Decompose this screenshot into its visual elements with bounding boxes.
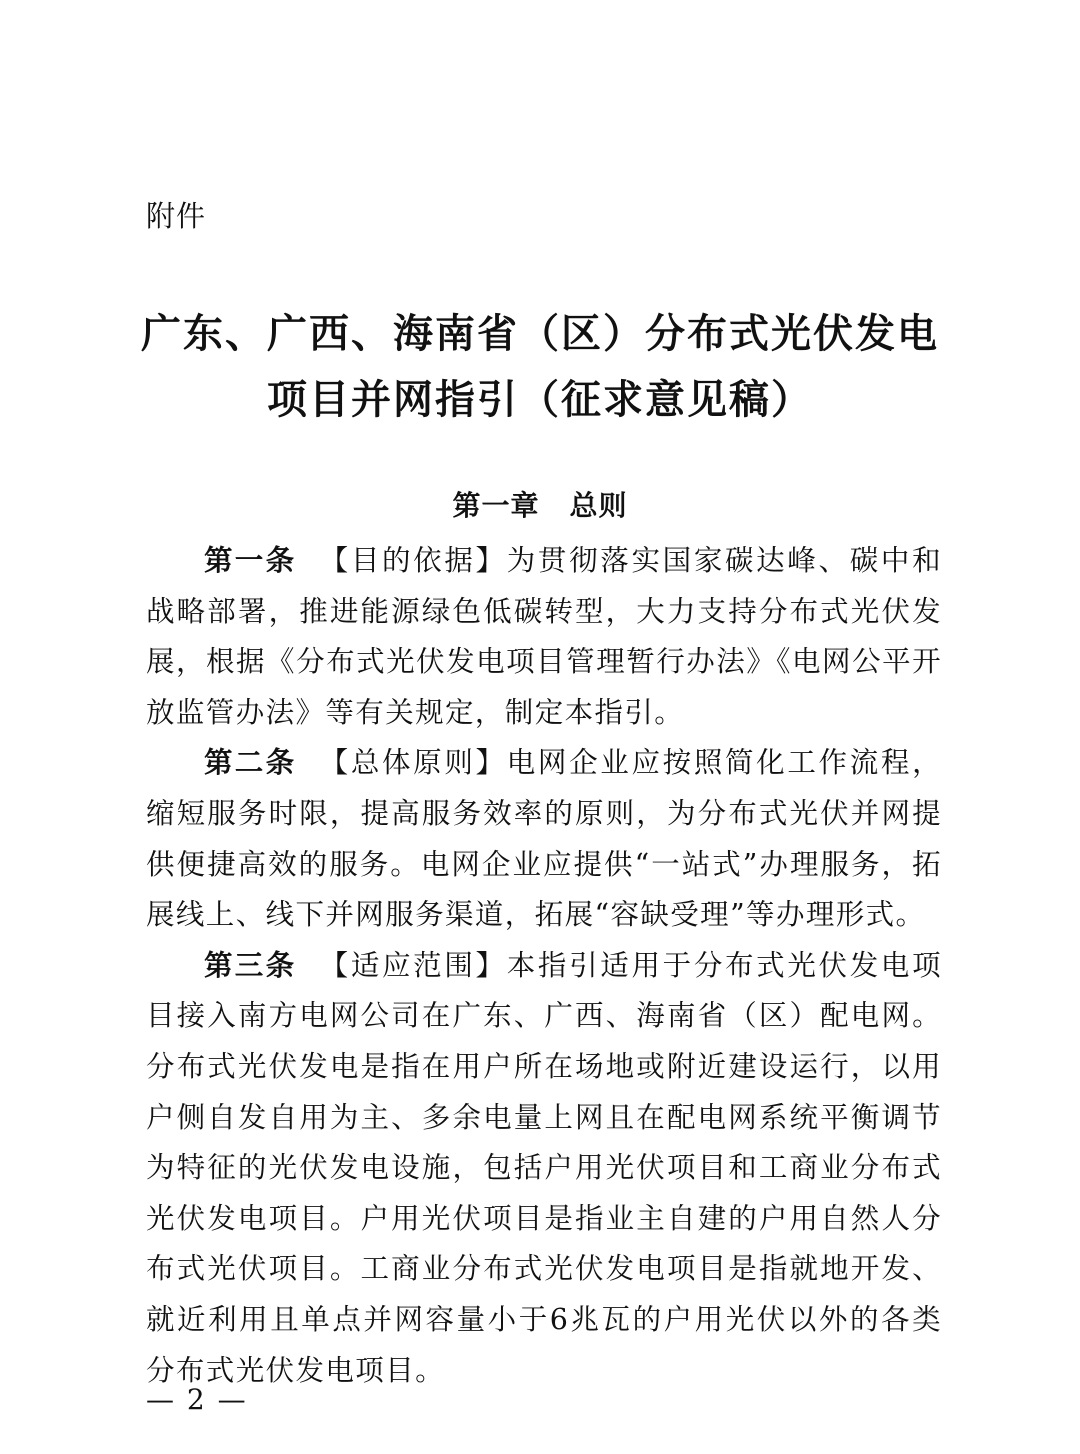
chapter-number: 第一章 — [452, 489, 540, 522]
document-title-line-2: 项目并网指引（征求意见稿） — [267, 376, 813, 423]
article-text: 【目的依据】为贯彻落实国家碳达峰、碳中和战略部署，推进能源绿色低碳转型，大力支持分布式光伏发展，根据《分布式光伏发电项目管理暂行办法》《电网公平开放监管办法》等有关规定，制定本指引。 — [146, 544, 942, 729]
article-1 — [146, 536, 942, 738]
article-number: 第三条 — [204, 948, 297, 982]
article-number: 第一条 — [204, 544, 297, 577]
article-text: 【总体原则】电网企业应按照简化工作流程，缩短服务时限，提高服务效率的原则，为分布式光伏并网提供便捷高效的服务。电网企业应提供“一站式”办理服务，拓展线上、线下并网服务渠道，拓展“容缺受理”等办理形式。 — [146, 746, 942, 932]
article-2 — [146, 738, 942, 940]
chapter-heading — [100, 486, 980, 526]
attachment-label: 附件 — [146, 199, 207, 233]
article-text: 【适应范围】本指引适用于分布式光伏发电项目接入南方电网公司在广东、广西、海南省（区）配电网。分布式光伏发电是指在用户所在场地或附近建设运行，以用户侧自发自用为主、多余电量上网且在配电网系统平衡调节为特征的光伏发电设施，包括户用光伏项目和工商业分布式光伏发电项目。户用光伏项目是指业主自建的户用自然人分布式光伏项目。工商业分布式光伏发电项目是指就地开发、就近利用且单点并网容量小于6兆瓦的户用光伏以外的各类分布式光伏发电项目。 — [146, 948, 942, 1387]
article-number: 第二条 — [204, 746, 297, 780]
article-list — [146, 536, 942, 1396]
chapter-name: 总则 — [569, 489, 628, 522]
article-3 — [146, 941, 942, 1396]
page-number: — 2 — — [146, 1383, 248, 1416]
document-title-line-1: 广东、广西、海南省（区）分布式光伏发电 — [141, 310, 939, 357]
